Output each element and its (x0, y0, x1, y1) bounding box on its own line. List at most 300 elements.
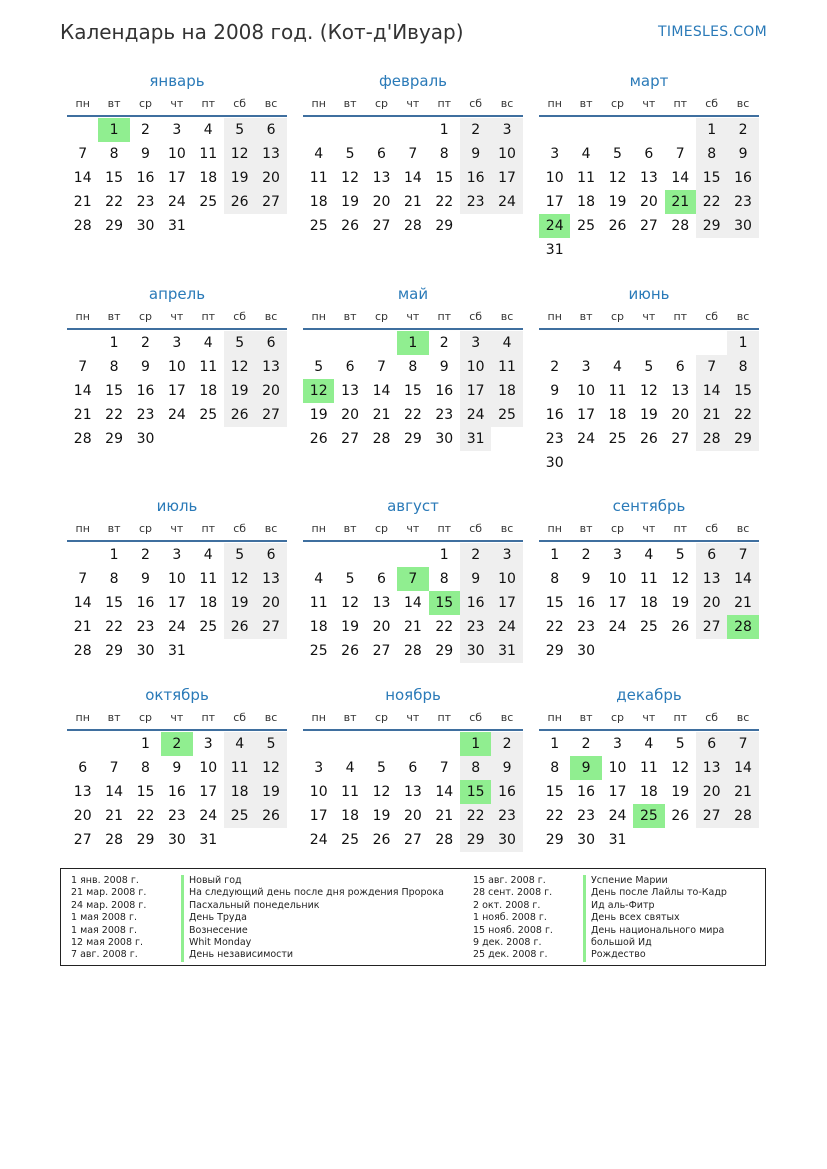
month-name: март (629, 72, 669, 90)
legend-holiday-name: Пасхальный понедельник (181, 900, 320, 912)
empty-cell (67, 543, 98, 567)
day-cell: 2 (550, 359, 560, 375)
day-cell: 19 (224, 166, 255, 190)
weekday-label: ср (138, 97, 152, 110)
weekday-label: ср (610, 310, 624, 323)
month-11 (303, 686, 523, 852)
day-cell: 20 (255, 166, 286, 190)
day-cell: 27 (696, 804, 727, 828)
day-cell: 4 (203, 335, 213, 351)
day-cell: 6 (78, 760, 88, 776)
day-cell: 10 (167, 359, 186, 375)
day-cell: 15 (136, 784, 155, 800)
day-cell: 8 (109, 359, 119, 375)
day-cell: 1 (550, 736, 560, 752)
month-10 (67, 686, 287, 852)
weekday-header (67, 310, 287, 330)
day-cell: 7 (78, 146, 88, 162)
empty-cell (429, 732, 460, 756)
day-cell: 17 (167, 595, 186, 611)
day-cell: 10 (545, 170, 564, 186)
day-cell: 10 (460, 355, 491, 379)
day-cell: 30 (136, 218, 155, 234)
weekday-label: пт (201, 97, 216, 110)
weekday-label: вт (343, 97, 357, 110)
holiday-day: 2 (161, 732, 192, 756)
day-cell: 15 (105, 170, 123, 186)
day-cell: 25 (639, 619, 658, 635)
day-cell: 9 (727, 142, 758, 166)
day-cell: 8 (141, 760, 150, 776)
legend-row (473, 949, 727, 961)
holiday-day: 7 (397, 567, 428, 591)
day-cell: 14 (403, 595, 422, 611)
day-cell: 12 (671, 760, 690, 776)
day-cell: 13 (255, 142, 286, 166)
day-cell: 25 (199, 407, 218, 423)
holiday-day: 15 (429, 591, 460, 615)
day-cell: 29 (727, 427, 758, 451)
day-cell: 31 (199, 832, 218, 848)
empty-cell (633, 331, 664, 355)
day-cell: 27 (403, 832, 422, 848)
day-cell: 22 (136, 808, 155, 824)
day-cell: 29 (105, 643, 123, 659)
month-2 (303, 72, 523, 238)
day-cell: 2 (727, 118, 758, 142)
weekday-label: ср (138, 711, 152, 724)
day-cell: 28 (403, 218, 422, 234)
day-cell: 27 (255, 403, 286, 427)
weekday-label: вс (500, 522, 514, 535)
day-cell: 4 (644, 736, 654, 752)
day-cell: 6 (255, 118, 286, 142)
day-cell: 8 (408, 359, 418, 375)
day-cell: 17 (491, 166, 522, 190)
day-cell: 20 (671, 407, 690, 423)
day-cell: 4 (203, 547, 213, 563)
day-cell: 3 (460, 331, 491, 355)
day-cell: 11 (639, 760, 658, 776)
day-cell: 4 (644, 547, 654, 563)
day-cell: 25 (491, 403, 522, 427)
day-cell: 23 (435, 407, 454, 423)
day-cell: 11 (491, 355, 522, 379)
day-cell: 18 (309, 619, 328, 635)
day-cell: 27 (696, 615, 727, 639)
day-cell: 13 (372, 595, 391, 611)
weekday-label: чт (406, 97, 420, 110)
day-cell: 12 (639, 383, 658, 399)
day-cell: 19 (608, 194, 627, 210)
day-cell: 15 (545, 784, 564, 800)
weekday-label: сб (233, 522, 247, 535)
day-cell: 28 (696, 427, 727, 451)
day-cell: 6 (345, 359, 355, 375)
day-cell: 1 (727, 331, 758, 355)
month-name: июль (156, 497, 198, 515)
month-6 (539, 285, 759, 475)
day-cell: 5 (224, 331, 255, 355)
day-cell: 13 (73, 784, 92, 800)
day-cell: 11 (199, 359, 218, 375)
day-cell: 21 (372, 407, 391, 423)
weekday-header (303, 97, 523, 117)
day-cell: 14 (671, 170, 690, 186)
day-cell: 26 (224, 615, 255, 639)
day-cell: 13 (255, 355, 286, 379)
weekday-label: сб (233, 711, 247, 724)
day-cell: 29 (105, 431, 123, 447)
day-cell: 10 (309, 784, 328, 800)
day-cell: 16 (460, 166, 491, 190)
day-cell: 12 (224, 142, 255, 166)
day-cell: 17 (460, 379, 491, 403)
day-grid (303, 543, 523, 663)
day-cell: 25 (309, 643, 328, 659)
day-cell: 1 (439, 122, 449, 138)
legend-date: 24 мар. 2008 г. (71, 899, 147, 911)
day-cell: 10 (167, 571, 186, 587)
legend-holiday-name: День Труда (181, 912, 247, 924)
weekday-label: ср (610, 97, 624, 110)
day-cell: 15 (435, 170, 454, 186)
day-cell: 24 (577, 431, 595, 447)
day-cell: 16 (727, 166, 758, 190)
day-cell: 21 (73, 407, 92, 423)
day-cell: 23 (460, 190, 491, 214)
day-grid (539, 331, 759, 475)
month-name: январь (149, 72, 205, 90)
day-cell: 5 (345, 571, 355, 587)
weekday-label: пт (201, 711, 216, 724)
day-cell: 26 (639, 431, 658, 447)
weekday-label: пн (547, 310, 562, 323)
weekday-label: пт (201, 522, 216, 535)
day-cell: 6 (644, 146, 654, 162)
day-cell: 18 (199, 595, 218, 611)
day-cell: 28 (435, 832, 454, 848)
legend-holiday-name: День национального мира (583, 925, 724, 937)
day-cell: 6 (255, 543, 286, 567)
empty-cell (303, 732, 334, 756)
day-cell: 21 (403, 619, 422, 635)
empty-cell (366, 543, 397, 567)
weekday-header (303, 711, 523, 731)
weekday-label: пн (75, 310, 90, 323)
day-cell: 16 (435, 383, 454, 399)
day-cell: 28 (73, 218, 92, 234)
day-cell: 4 (314, 146, 324, 162)
day-cell: 9 (141, 571, 150, 587)
day-cell: 1 (550, 547, 560, 563)
day-cell: 9 (439, 359, 449, 375)
day-grid (67, 732, 287, 852)
weekday-label: вт (343, 711, 357, 724)
day-cell: 23 (167, 808, 186, 824)
day-cell: 13 (671, 383, 690, 399)
day-cell: 14 (105, 784, 123, 800)
day-cell: 14 (727, 567, 758, 591)
day-cell: 8 (550, 760, 560, 776)
day-cell: 17 (199, 784, 218, 800)
legend-date: 7 авг. 2008 г. (71, 949, 138, 961)
day-cell: 26 (255, 804, 286, 828)
day-cell: 14 (696, 379, 727, 403)
day-cell: 11 (639, 571, 658, 587)
day-cell: 29 (696, 214, 727, 238)
empty-cell (539, 331, 570, 355)
day-cell: 20 (341, 407, 359, 423)
day-cell: 7 (408, 146, 418, 162)
day-cell: 7 (439, 760, 449, 776)
day-cell: 5 (644, 359, 654, 375)
month-1 (67, 72, 287, 238)
day-cell: 19 (372, 808, 391, 824)
weekday-label: сб (469, 522, 483, 535)
day-cell: 30 (727, 214, 758, 238)
day-cell: 9 (141, 146, 150, 162)
day-cell: 27 (255, 615, 286, 639)
day-cell: 3 (314, 760, 324, 776)
brand-link[interactable]: TIMESLES.COM (658, 24, 767, 40)
day-cell: 17 (167, 383, 186, 399)
weekday-label: вт (107, 310, 121, 323)
legend-date: 15 нояб. 2008 г. (473, 924, 553, 936)
day-cell: 3 (491, 118, 522, 142)
month-8 (303, 497, 523, 663)
day-cell: 5 (675, 736, 685, 752)
weekday-label: пт (437, 522, 452, 535)
day-grid (67, 331, 287, 451)
day-cell: 17 (577, 407, 595, 423)
weekday-label: вс (500, 97, 514, 110)
empty-cell (570, 118, 601, 142)
day-cell: 5 (224, 118, 255, 142)
day-cell: 24 (608, 619, 627, 635)
weekday-label: вс (736, 310, 750, 323)
day-cell: 8 (696, 142, 727, 166)
day-cell: 29 (545, 832, 564, 848)
empty-cell (539, 118, 570, 142)
empty-cell (334, 118, 365, 142)
day-cell: 27 (372, 643, 391, 659)
day-cell: 14 (73, 595, 92, 611)
day-cell: 26 (372, 832, 391, 848)
day-cell: 30 (167, 832, 186, 848)
day-cell: 26 (608, 218, 627, 234)
day-cell: 17 (608, 595, 627, 611)
legend-column-left (71, 875, 444, 962)
day-cell: 1 (439, 547, 449, 563)
day-cell: 17 (545, 194, 564, 210)
day-cell: 29 (435, 643, 454, 659)
weekday-label: чт (170, 711, 184, 724)
holiday-day: 25 (633, 804, 664, 828)
day-cell: 19 (341, 194, 359, 210)
day-cell: 22 (545, 808, 564, 824)
legend-date: 21 мар. 2008 г. (71, 887, 147, 899)
day-cell: 3 (581, 359, 591, 375)
legend-row (71, 949, 444, 961)
empty-cell (602, 331, 633, 355)
day-cell: 14 (372, 383, 391, 399)
weekday-label: пт (673, 711, 688, 724)
empty-cell (633, 118, 664, 142)
month-name: июнь (628, 285, 670, 303)
empty-cell (303, 118, 334, 142)
legend-row (473, 925, 727, 937)
empty-cell (334, 331, 365, 355)
day-cell: 25 (608, 431, 627, 447)
holiday-day: 1 (460, 732, 491, 756)
day-cell: 11 (309, 170, 328, 186)
legend-holiday-name: День независимости (181, 949, 293, 961)
day-cell: 29 (403, 431, 422, 447)
day-cell: 13 (696, 567, 727, 591)
day-cell: 28 (73, 431, 92, 447)
day-cell: 7 (78, 359, 88, 375)
weekday-label: сб (469, 97, 483, 110)
day-cell: 8 (109, 571, 119, 587)
holiday-day: 1 (98, 118, 129, 142)
day-cell: 10 (608, 571, 627, 587)
day-cell: 4 (345, 760, 355, 776)
day-cell: 14 (73, 170, 92, 186)
legend-date: 1 нояб. 2008 г. (473, 912, 547, 924)
legend-holiday-name: Рождество (583, 949, 646, 961)
weekday-label: пн (75, 711, 90, 724)
day-cell: 18 (577, 194, 595, 210)
day-cell: 5 (613, 146, 622, 162)
empty-cell (602, 118, 633, 142)
day-cell: 11 (309, 595, 328, 611)
day-cell: 24 (460, 403, 491, 427)
weekday-label: пн (547, 711, 562, 724)
empty-cell (98, 732, 129, 756)
day-cell: 16 (545, 407, 564, 423)
weekday-label: чт (642, 522, 656, 535)
day-cell: 22 (105, 407, 123, 423)
day-cell: 11 (199, 146, 218, 162)
weekday-header (539, 711, 759, 731)
day-cell: 27 (639, 218, 658, 234)
day-cell: 2 (460, 543, 491, 567)
day-cell: 27 (671, 431, 690, 447)
day-cell: 2 (141, 547, 150, 563)
weekday-label: ср (374, 310, 388, 323)
weekday-label: ср (374, 97, 388, 110)
day-cell: 3 (203, 736, 213, 752)
day-cell: 31 (545, 242, 564, 258)
holiday-day: 12 (303, 379, 334, 403)
day-cell: 12 (671, 571, 690, 587)
day-cell: 13 (255, 567, 286, 591)
day-cell: 18 (341, 808, 359, 824)
day-cell: 24 (309, 832, 328, 848)
day-cell: 19 (671, 784, 690, 800)
day-cell: 21 (105, 808, 123, 824)
legend-row (473, 875, 727, 887)
month-12 (539, 686, 759, 852)
day-cell: 29 (460, 828, 491, 852)
day-cell: 20 (696, 591, 727, 615)
day-cell: 16 (577, 784, 595, 800)
day-cell: 17 (309, 808, 328, 824)
weekday-label: чт (406, 711, 420, 724)
day-cell: 12 (341, 170, 359, 186)
weekday-label: сб (233, 97, 247, 110)
page-title: Календарь на 2008 год. (Кот-д'Ивуар) (60, 20, 464, 44)
weekday-label: ср (138, 522, 152, 535)
day-cell: 20 (696, 780, 727, 804)
day-cell: 15 (105, 595, 123, 611)
day-cell: 25 (224, 804, 255, 828)
day-cell: 30 (545, 455, 564, 471)
weekday-label: вт (107, 522, 121, 535)
day-cell: 26 (224, 403, 255, 427)
day-cell: 20 (639, 194, 658, 210)
day-cell: 22 (727, 403, 758, 427)
weekday-header (303, 522, 523, 542)
day-cell: 15 (727, 379, 758, 403)
day-cell: 19 (309, 407, 328, 423)
day-cell: 31 (167, 218, 186, 234)
weekday-label: вс (736, 97, 750, 110)
weekday-label: пн (547, 97, 562, 110)
legend-column-right (473, 875, 727, 962)
day-cell: 12 (255, 756, 286, 780)
day-cell: 6 (696, 732, 727, 756)
weekday-label: чт (170, 310, 184, 323)
legend-date: 28 сент. 2008 г. (473, 887, 553, 899)
empty-cell (366, 118, 397, 142)
day-cell: 18 (491, 379, 522, 403)
day-cell: 22 (105, 194, 123, 210)
day-cell: 25 (577, 218, 595, 234)
day-cell: 24 (199, 808, 218, 824)
day-cell: 23 (545, 431, 564, 447)
day-cell: 21 (73, 194, 92, 210)
weekday-label: чт (406, 310, 420, 323)
legend-row (473, 900, 727, 912)
day-cell: 2 (581, 736, 591, 752)
day-cell: 23 (491, 804, 522, 828)
legend-holiday-name: День после Лайлы то-Кадр (583, 887, 727, 899)
weekday-label: ср (374, 522, 388, 535)
weekday-label: пт (437, 310, 452, 323)
day-cell: 23 (577, 808, 595, 824)
day-cell: 14 (403, 170, 422, 186)
day-cell: 11 (608, 383, 627, 399)
legend-holiday-name: Ид аль-Фитр (583, 900, 655, 912)
day-cell: 7 (727, 732, 758, 756)
day-cell: 30 (491, 828, 522, 852)
day-cell: 8 (550, 571, 560, 587)
day-cell: 28 (105, 832, 123, 848)
day-cell: 5 (224, 543, 255, 567)
day-cell: 5 (255, 732, 286, 756)
weekday-label: пн (547, 522, 562, 535)
month-4 (67, 285, 287, 451)
day-cell: 22 (460, 804, 491, 828)
legend-date: 1 мая 2008 г. (71, 912, 137, 924)
weekday-label: пн (75, 522, 90, 535)
day-cell: 26 (341, 643, 359, 659)
weekday-label: ср (374, 711, 388, 724)
day-cell: 2 (460, 118, 491, 142)
weekday-label: сб (469, 711, 483, 724)
